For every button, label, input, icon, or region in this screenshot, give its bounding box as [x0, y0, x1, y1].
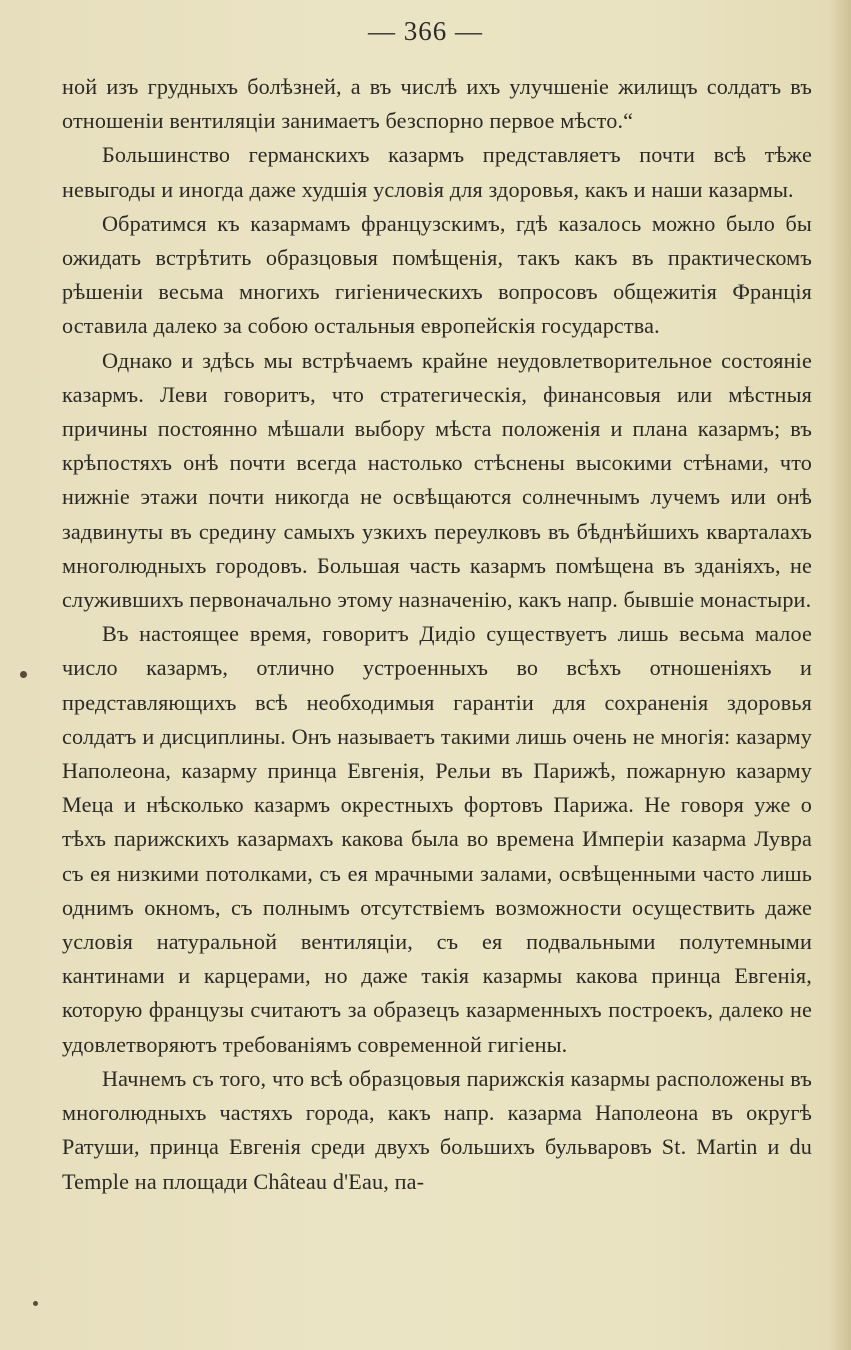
- page-edge-shadow: [829, 0, 851, 1350]
- ink-speck: [20, 671, 27, 678]
- paragraph-2: Большинство германскихъ казармъ представляетъ почти всѣ тѣже невыгоды и иногда даже худшія условія для здоровья, какъ и наши казармы.: [62, 142, 812, 202]
- paragraph-5: Въ настоящее время, говоритъ Дидіо существуетъ лишь весьма малое число казармъ, отлично устроенныхъ во всѣхъ отношеніяхъ и представляющихъ всѣ необходимыя гарантіи для сохраненія здоровья солдатъ и дисциплины. Онъ называетъ такими лишь очень не многія: казарму Наполеона, казарму принца Евгенія, Рельи въ Парижѣ, пожарную казарму Меца и нѣсколько казармъ окрестныхъ фортовъ Парижа. Не говоря уже о тѣхъ парижскихъ казармахъ какова была во времена Имперіи казарма Лувра съ ея низкими потолками, съ ея мрачными залами, освѣщенными часто лишь однимъ окномъ, съ полнымъ отсутствіемъ возможности осуществить даже условія натуральной вентиляціи, съ ея подвальными полутемными кантинами и карцерами, но даже такія казармы какова принца Евгенія, которую французы считаютъ за образецъ казарменныхъ построекъ, далеко не удовлетворяютъ требованіямъ современной гигіены.: [62, 621, 812, 1057]
- paragraph-6: Начнемъ съ того, что всѣ образцовыя парижскія казармы расположены въ многолюдныхъ частяхъ города, какъ напр. казарма Наполеона въ округѣ Ратуши, принца Евгенія среди двухъ большихъ бульваровъ St. Martin и du Temple на площади Château d'Eau, па-: [62, 1065, 812, 1194]
- paragraph-4: Однако и здѣсь мы встрѣчаемъ крайне неудовлетворительное состояніе казармъ. Леви говоритъ, что стратегическія, финансовыя или мѣстныя причины постоянно мѣшали выбору мѣста положенія и плана казармъ; въ крѣпостяхъ онѣ почти всегда настолько стѣснены высокими стѣнами, что нижніе этажи почти никогда не освѣщаются солнечнымъ лучемъ или онѣ задвинуты въ средину самыхъ узкихъ переулковъ въ бѣднѣйшихъ кварталахъ многолюдныхъ городовъ. Большая часть казармъ помѣщена въ зданіяхъ, не служившихъ первоначально этому назначенію, какъ напр. бывшіе монастыри.: [62, 347, 812, 613]
- paragraph-3: Обратимся къ казармамъ французскимъ, гдѣ казалось можно было бы ожидать встрѣтить образцовыя помѣщенія, такъ какъ въ практическомъ рѣшеніи весьма многихъ гигіеническихъ вопросовъ общежитія Франція оставила далеко за собою остальныя европейскія государства.: [62, 210, 812, 339]
- body-text: [62, 70, 812, 1199]
- page-number: — 366 —: [368, 16, 483, 46]
- ink-speck: [33, 1301, 38, 1306]
- paragraph-1: ной изъ грудныхъ болѣзней, а въ числѣ ихъ улучшеніе жилищъ солдатъ въ отношеніи вентиляціи занимаетъ безспорно первое мѣсто.“: [62, 74, 812, 134]
